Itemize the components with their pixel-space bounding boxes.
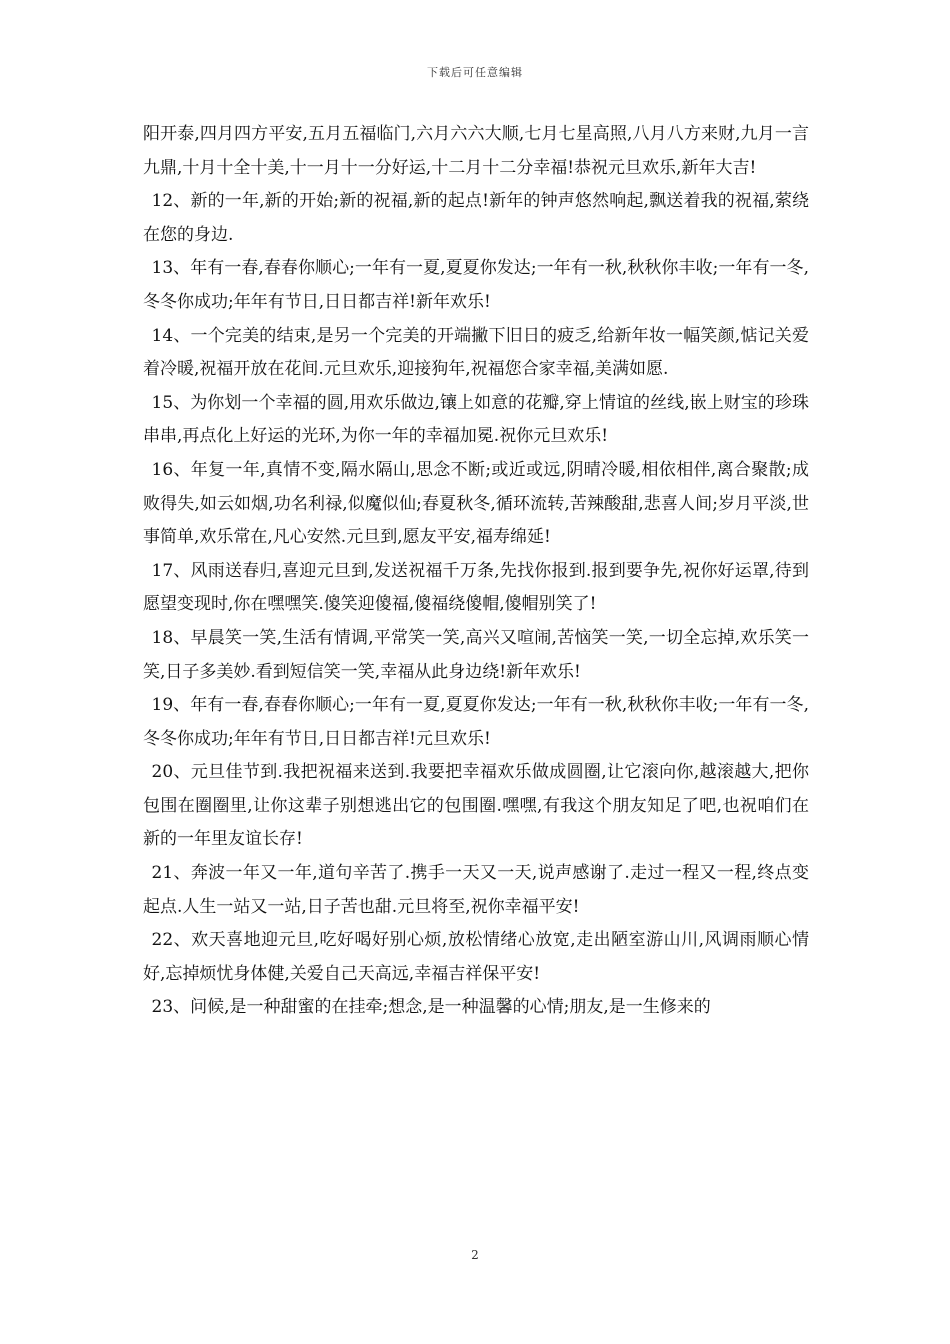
page-number: 2	[471, 1248, 479, 1262]
paragraph: 23、问候,是一种甜蜜的在挂牵;想念,是一种温馨的心情;朋友,是一生修来的	[151, 997, 711, 1018]
paragraph: 16、年复一年,真情不变,隔水隔山,思念不断;或近或远,阴晴冷暖,相依相伴,离合聚散;成败得失,如云如烟,功名利禄,似魔似仙;春夏秋冬,循环流转,苦辣酸甜,悲喜人间;岁月平淡,世事简单,欢乐常在,凡心安然.元旦到,愿友平安,福寿绵延!	[143, 459, 809, 548]
paragraph: 17、风雨送春归,喜迎元旦到,发送祝福千万条,先找你报到.报到要争先,祝你好运罩,待到愿望变现时,你在嘿嘿笑.傻笑迎傻福,傻福绕傻帽,傻帽别笑了!	[143, 560, 809, 615]
paragraph: 19、年有一春,春春你顺心;一年有一夏,夏夏你发达;一年有一秋,秋秋你丰收;一年有一冬,冬冬你成功;年年有节日,日日都吉祥!元旦欢乐!	[143, 695, 809, 749]
document-body	[143, 118, 809, 1025]
paragraph: 21、奔波一年又一年,道句辛苦了.携手一天又一天,说声感谢了.走过一程又一程,终点变起点.人生一站又一站,日子苦也甜.元旦将至,祝你幸福平安!	[143, 863, 809, 917]
paragraph: 20、元旦佳节到.我把祝福来送到.我要把幸福欢乐做成圆圈,让它滚向你,越滚越大,把你包围在圈圈里,让你这辈子别想逃出它的包围圈.嘿嘿,有我这个朋友知足了吧,也祝咱们在新的一年里友谊长存!	[143, 762, 809, 850]
paragraph: 12、新的一年,新的开始;新的祝福,新的起点!新年的钟声悠然响起,飘送着我的祝福,萦绕在您的身边.	[143, 191, 809, 245]
paragraph: 13、年有一春,春春你顺心;一年有一夏,夏夏你发达;一年有一秋,秋秋你丰收;一年有一冬,冬冬你成功;年年有节日,日日都吉祥!新年欢乐!	[143, 258, 809, 312]
paragraph: 阳开泰,四月四方平安,五月五福临门,六月六六大顺,七月七星高照,八月八方来财,九月一言九鼎,十月十全十美,十一月十一分好运,十二月十二分幸福!恭祝元旦欢乐,新年大吉!	[143, 124, 809, 178]
paragraph: 22、欢天喜地迎元旦,吃好喝好别心烦,放松情绪心放宽,走出陋室游山川,风调雨顺心情好,忘掉烦忧身体健,关爱自己天高远,幸福吉祥保平安!	[143, 930, 809, 984]
paragraph: 15、为你划一个幸福的圆,用欢乐做边,镶上如意的花瓣,穿上情谊的丝线,嵌上财宝的珍珠串串,再点化上好运的光环,为你一年的幸福加冕.祝你元旦欢乐!	[143, 392, 809, 447]
paragraph: 14、一个完美的结束,是另一个完美的开端撇下旧日的疲乏,给新年妆一幅笑颜,惦记关爱着冷暖,祝福开放在花间.元旦欢乐,迎接狗年,祝福您合家幸福,美满如愿.	[143, 325, 809, 380]
paragraph: 18、早晨笑一笑,生活有情调,平常笑一笑,高兴又喧闹,苦恼笑一笑,一切全忘掉,欢乐笑一笑,日子多美妙.看到短信笑一笑,幸福从此身边绕!新年欢乐!	[143, 627, 809, 682]
page-header: 下载后可任意编辑	[427, 66, 523, 79]
